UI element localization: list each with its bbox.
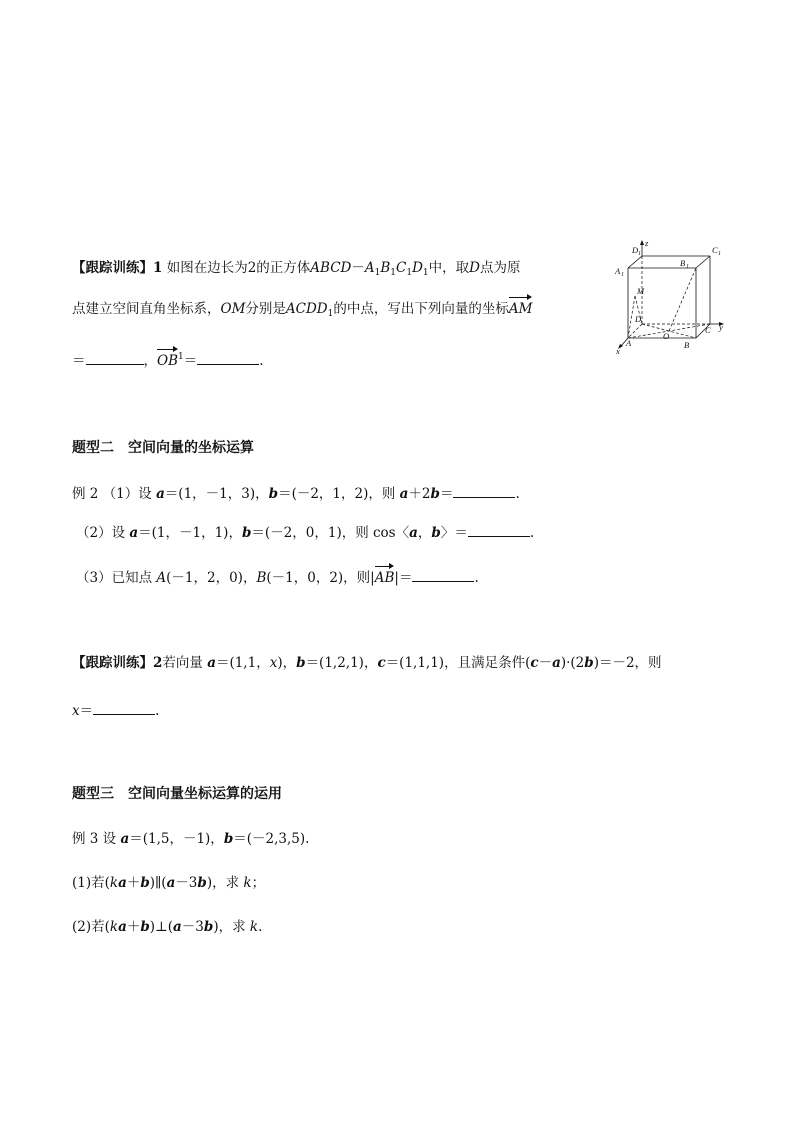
vector-b: b xyxy=(584,655,594,671)
label-y: y xyxy=(719,322,723,332)
example2-part2 xyxy=(76,523,534,543)
point-d: D xyxy=(469,260,480,276)
label-a: A xyxy=(626,338,632,348)
label-b1: B xyxy=(680,258,686,268)
vector-a: a xyxy=(409,525,418,541)
text: 例 3 设 xyxy=(72,831,121,847)
text: )， xyxy=(277,655,297,671)
text: ＝(1,5，－1)， xyxy=(129,831,224,847)
answer-blank[interactable] xyxy=(412,568,474,582)
side-length: 2 xyxy=(247,260,257,276)
cube-name: ABCD xyxy=(310,260,352,276)
label-sub: 1 xyxy=(686,264,689,270)
comma: ， xyxy=(417,525,432,541)
vector-a: a xyxy=(120,831,130,847)
text: ＝(1,2,1)， xyxy=(305,655,378,671)
exercise1-line2 xyxy=(72,299,532,324)
text: ＝(1，－1，1)， xyxy=(138,525,242,541)
text: )⊥( xyxy=(149,919,174,935)
example3-question1 xyxy=(72,873,265,893)
points-om: OM xyxy=(220,301,246,317)
label-sub: 1 xyxy=(621,272,624,278)
text: 例 2 （1）设 xyxy=(72,486,157,502)
text: (－1，2，0)， xyxy=(166,570,257,586)
point-d1: D xyxy=(412,260,423,276)
period: . xyxy=(258,919,263,935)
period: . xyxy=(259,353,264,369)
vector-a: a xyxy=(156,486,165,502)
variable-k: k xyxy=(243,875,252,891)
text: 的中点，写出下列向量的坐标 xyxy=(333,301,509,317)
point-a1: A xyxy=(364,260,375,276)
text: （2）设 xyxy=(76,525,130,541)
exercise2-tag: 【跟踪训练】2 xyxy=(72,655,163,671)
equals: ＝ xyxy=(439,486,454,502)
segment-o-b1 xyxy=(669,268,696,331)
text: )∥( xyxy=(149,875,167,891)
point-b: B xyxy=(256,570,267,586)
vector-b: b xyxy=(268,486,279,502)
label-d1: D xyxy=(632,245,639,255)
answer-blank[interactable] xyxy=(453,484,515,498)
label-a1: A xyxy=(615,266,621,276)
variable-k: k xyxy=(109,919,119,935)
exercise2-line2 xyxy=(72,701,159,721)
exercise1-line3 xyxy=(72,347,264,371)
text: 若向量 xyxy=(162,655,208,671)
vector-c: c xyxy=(377,655,386,671)
period: . xyxy=(515,486,520,502)
text: )·(2 xyxy=(560,655,585,671)
label-c1: C xyxy=(712,245,718,255)
label-o: O xyxy=(663,331,670,341)
label-x: x xyxy=(616,346,620,356)
z-arrow xyxy=(640,240,644,245)
example2-part3 xyxy=(76,568,479,588)
variable-x: x xyxy=(269,655,278,671)
cube-figure xyxy=(612,236,730,356)
text: )，求 xyxy=(206,875,244,891)
period: . xyxy=(529,525,535,541)
text: －3 xyxy=(181,919,204,935)
subscript: 1 xyxy=(406,268,413,278)
vector-a: a xyxy=(129,525,139,541)
vector-ob: OB xyxy=(157,353,178,369)
vector-c: c xyxy=(530,655,539,671)
variable-k: k xyxy=(109,875,119,891)
answer-blank[interactable] xyxy=(468,523,530,537)
text: 如图在边长为 xyxy=(166,260,248,276)
label-m: M xyxy=(637,286,645,296)
section3-title: 题型三 空间向量坐标运算的运用 xyxy=(72,786,282,802)
vector-a: a xyxy=(166,875,176,891)
plus: ＋ xyxy=(126,875,141,891)
comma: ， xyxy=(143,353,157,369)
text: )，求 xyxy=(213,919,250,935)
exercise1-tag: 【跟踪训练】1 xyxy=(72,260,163,276)
label-c: C xyxy=(705,325,711,335)
example3-question2 xyxy=(72,917,262,937)
point-b1: B xyxy=(380,260,391,276)
text: ＝(－2，1，2)，则 xyxy=(278,486,400,502)
exercise1-line1 xyxy=(72,258,520,283)
period: . xyxy=(474,570,479,586)
edge-c1-b1 xyxy=(696,256,710,268)
text: （3）已知点 xyxy=(76,570,157,586)
vector-b: b xyxy=(197,875,207,891)
vector-a: a xyxy=(118,919,127,935)
text: 中，取 xyxy=(428,260,470,276)
vector-a: a xyxy=(207,655,216,671)
period: . xyxy=(155,703,160,719)
equals: ＝ xyxy=(72,353,86,369)
text: ＝(1,1， xyxy=(215,655,270,671)
text: 〉＝ xyxy=(440,525,468,541)
subscript: 1 xyxy=(374,268,381,278)
text: |＝ xyxy=(394,570,413,586)
plus: ＋ xyxy=(126,919,141,935)
text: －3 xyxy=(175,875,198,891)
variable-x: x xyxy=(72,703,80,719)
variable-k: k xyxy=(249,919,259,935)
text: (2)若( xyxy=(72,919,110,935)
label-sub: 1 xyxy=(638,251,641,257)
answer-blank[interactable] xyxy=(93,701,155,715)
semicolon: ； xyxy=(251,875,266,891)
vector-ab: AB xyxy=(374,570,395,586)
text: ＝(－2,3,5). xyxy=(233,831,310,847)
minus: － xyxy=(351,260,365,276)
points-acdd: ACDD xyxy=(285,301,328,317)
text: )＝－2，则 xyxy=(593,655,662,671)
text: ＝(1,1,1)，且满足条件( xyxy=(385,655,531,671)
vector-b: b xyxy=(431,525,441,541)
superscript: 1 xyxy=(178,352,184,362)
text: 分别是 xyxy=(245,301,286,317)
text: 的正方体 xyxy=(256,260,311,276)
vector-a: a xyxy=(173,919,182,935)
example2-part1 xyxy=(72,484,520,504)
vector-b: b xyxy=(430,486,440,502)
text: ＋2 xyxy=(408,486,431,502)
text: (－1，0，2)，则| xyxy=(266,570,375,586)
subscript: 1 xyxy=(327,309,334,319)
vector-a: a xyxy=(399,486,409,502)
label-sub: 1 xyxy=(718,251,721,257)
label-b: B xyxy=(684,340,690,350)
point-a: A xyxy=(156,570,167,586)
point-c1: C xyxy=(396,260,407,276)
minus: － xyxy=(538,655,553,671)
vector-a: a xyxy=(552,655,561,671)
vector-b: b xyxy=(140,919,150,935)
example3-statement xyxy=(72,829,309,849)
text: (1)若( xyxy=(72,875,110,891)
vector-am: AM xyxy=(508,301,533,317)
vector-b: b xyxy=(296,655,306,671)
section2-title: 题型二 空间向量的坐标运算 xyxy=(72,440,254,456)
answer-blank[interactable] xyxy=(197,351,259,365)
subscript: 1 xyxy=(422,268,429,278)
edge-d1-a1 xyxy=(628,256,642,268)
exercise2-line1 xyxy=(72,653,662,673)
label-d: D xyxy=(635,314,642,324)
text: ＝(－2，0，1)，则 cos〈 xyxy=(251,525,410,541)
vector-b: b xyxy=(241,525,252,541)
text: 点为原 xyxy=(479,260,521,276)
vector-b: b xyxy=(203,919,214,935)
equals: ＝ xyxy=(79,703,94,719)
vector-b: b xyxy=(223,831,234,847)
vector-a: a xyxy=(118,875,127,891)
text: 点建立空间直角坐标系， xyxy=(72,301,221,317)
answer-blank[interactable] xyxy=(86,351,144,365)
subscript: 1 xyxy=(390,268,397,278)
text: ＝(1，－1，3)， xyxy=(164,486,269,502)
label-z: z xyxy=(645,238,649,248)
vector-b: b xyxy=(140,875,150,891)
equals: ＝ xyxy=(183,353,198,369)
